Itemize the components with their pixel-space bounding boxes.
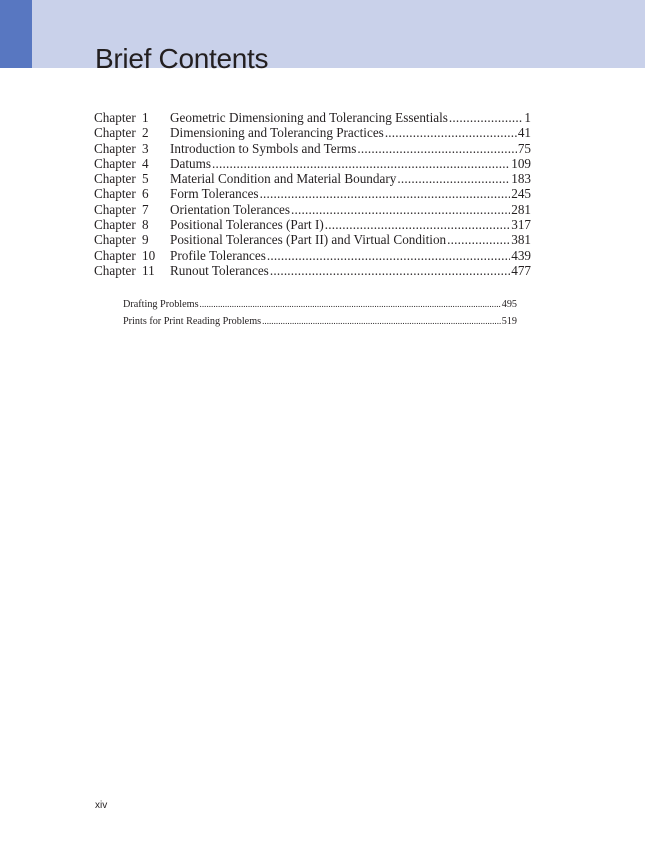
chapter-number: 11 — [142, 262, 155, 278]
chapter-title: Introduction to Symbols and Terms — [170, 140, 357, 156]
chapter-word: Chapter — [94, 247, 136, 263]
dot-leader — [385, 125, 517, 140]
chapter-word: Chapter — [94, 110, 136, 125]
chapter-title: Positional Tolerances (Part II) and Virtual Condition — [170, 232, 447, 248]
page-number: 1 — [524, 110, 531, 125]
page-number: 41 — [517, 125, 531, 141]
chapter-number: 10 — [142, 247, 156, 263]
chapter-word: Chapter — [94, 140, 136, 156]
chapter-number: 8 — [142, 217, 149, 233]
toc-entry-chapter-6[interactable] — [94, 186, 531, 201]
dot-leader — [357, 141, 516, 156]
page-number: 109 — [511, 155, 531, 171]
toc-entry-chapter-5[interactable] — [94, 171, 531, 186]
toc-entry-chapter-11[interactable] — [94, 263, 531, 278]
chapter-number: 5 — [142, 171, 149, 187]
chapter-title: Orientation Tolerances — [170, 201, 291, 217]
chapter-word: Chapter — [94, 262, 136, 278]
page-number: 75 — [517, 140, 531, 156]
dot-leader — [212, 156, 510, 171]
chapter-word: Chapter — [94, 232, 136, 248]
chapter-title: Geometric Dimensioning and Tolerancing Essentials — [170, 110, 448, 125]
toc-entry-drafting-problems[interactable] — [123, 296, 517, 313]
chapter-number: 7 — [142, 201, 149, 217]
entry-title: Drafting Problems — [123, 299, 199, 310]
entry-title: Prints for Print Reading Problems — [123, 316, 262, 327]
dot-leader — [200, 296, 501, 313]
page-number: 439 — [511, 247, 531, 263]
chapter-title: Form Tolerances — [170, 186, 259, 202]
chapter-word: Chapter — [94, 201, 136, 217]
chapter-title: Dimensioning and Tolerancing Practices — [170, 125, 384, 141]
chapter-list — [94, 110, 531, 278]
dot-leader — [262, 313, 501, 330]
page-number: 381 — [511, 232, 531, 248]
chapter-number: 6 — [142, 186, 149, 202]
chapter-word: Chapter — [94, 171, 136, 187]
back-matter-list — [123, 296, 517, 330]
dot-leader — [267, 248, 510, 263]
chapter-word: Chapter — [94, 186, 136, 202]
toc-entry-chapter-2[interactable] — [94, 125, 531, 140]
toc-entry-chapter-1[interactable] — [94, 110, 531, 125]
chapter-title: Profile Tolerances — [170, 247, 266, 263]
toc-entry-chapter-8[interactable] — [94, 217, 531, 232]
chapter-number: 3 — [142, 140, 149, 156]
dot-leader — [397, 171, 510, 186]
page-number: 245 — [511, 186, 531, 202]
header-accent-bar — [0, 0, 32, 68]
page-number: 477 — [511, 262, 531, 278]
page-number: 495 — [501, 299, 517, 310]
page-number: 519 — [501, 316, 517, 327]
dot-leader — [325, 217, 510, 232]
chapter-word: Chapter — [94, 155, 136, 171]
dot-leader — [260, 186, 511, 201]
chapter-title: Positional Tolerances (Part I) — [170, 217, 324, 233]
toc-entry-chapter-9[interactable] — [94, 232, 531, 247]
page-number: 281 — [511, 201, 531, 217]
chapter-number: 1 — [142, 110, 149, 125]
page-number: 183 — [511, 171, 531, 187]
toc-entry-chapter-10[interactable] — [94, 248, 531, 263]
toc-entry-chapter-7[interactable] — [94, 202, 531, 217]
chapter-title: Material Condition and Material Boundary — [170, 171, 397, 187]
dot-leader — [447, 232, 510, 247]
page-number: 317 — [511, 217, 531, 233]
toc-entry-chapter-3[interactable] — [94, 141, 531, 156]
chapter-number: 4 — [142, 155, 149, 171]
chapter-title: Datums — [170, 155, 212, 171]
toc-entry-chapter-4[interactable] — [94, 156, 531, 171]
page-folio: xiv — [95, 800, 108, 811]
page-title: Brief Contents — [95, 43, 269, 74]
chapter-title: Runout Tolerances — [170, 262, 269, 278]
chapter-word: Chapter — [94, 125, 136, 141]
chapter-number: 9 — [142, 232, 149, 248]
dot-leader — [270, 263, 510, 278]
toc-entry-print-reading-problems[interactable] — [123, 313, 517, 330]
chapter-number: 2 — [142, 125, 149, 141]
dot-leader — [291, 202, 510, 217]
chapter-word: Chapter — [94, 217, 136, 233]
dot-leader — [449, 110, 524, 125]
